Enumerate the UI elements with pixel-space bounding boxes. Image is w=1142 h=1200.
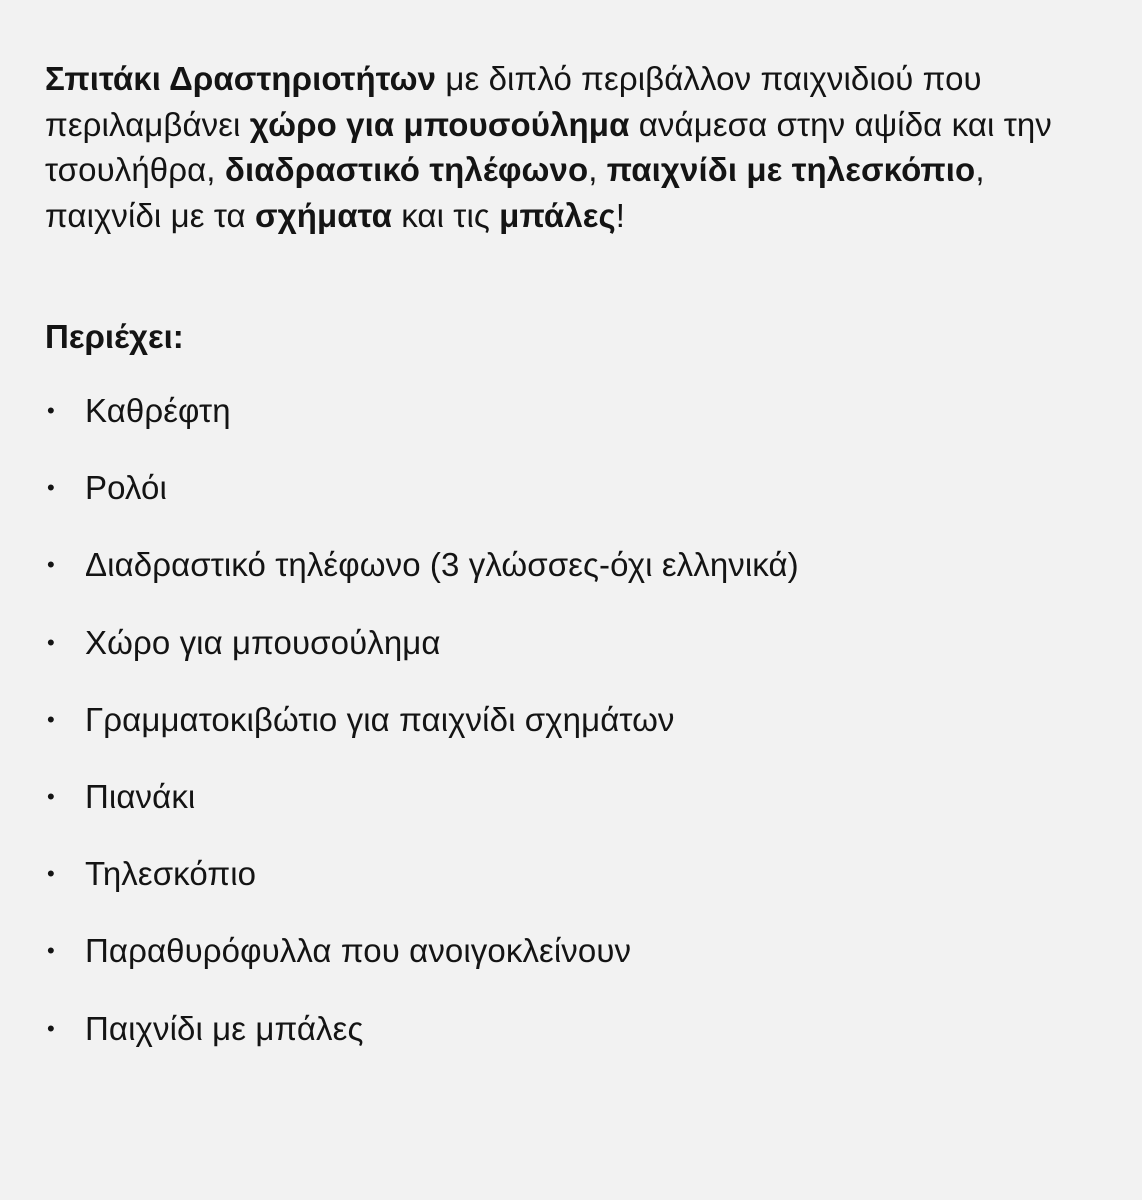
list-item [45,386,1105,463]
list-item [45,618,1105,695]
intro-text: , [588,151,607,188]
bullet-icon: • [47,475,55,501]
list-item-label: Τηλεσκόπιο [85,855,257,893]
list-item [45,772,1105,849]
bullet-icon: • [47,398,55,423]
list-item [45,926,1105,1003]
bullet-icon: • [47,1015,55,1041]
list-item [45,463,1105,540]
bullet-icon: • [47,783,55,809]
contents-list [45,386,1105,1081]
intro-text: , παιχνίδι με τα [45,151,985,234]
list-item [45,849,1105,926]
intro-bold-text: σχήματα [254,196,392,234]
intro-bold-text: μπάλες [499,196,616,234]
list-item-label: Γραμματοκιβώτιο για παιχνίδι σχημάτων [85,700,675,738]
list-item [45,695,1105,772]
list-item-label: Καθρέφτη [85,392,231,429]
intro-text: ανάμεσα στην αψίδα και την τσουλήθρα, [45,105,1052,188]
intro-text: ! [615,196,626,234]
intro-text: με διπλό περιβάλλον παιχνιδιού που περιλαμβάνει [45,60,982,143]
bullet-icon: • [47,938,55,964]
bullet-icon: • [47,706,55,732]
intro-paragraph [45,56,1105,238]
intro-text: και τις [391,196,500,234]
intro-bold-text: χώρο για μπουσούλημα [249,105,630,143]
list-item-label: Παιχνίδι με μπάλες [85,1009,364,1047]
list-item-label: Ρολόι [85,469,167,507]
intro-bold-text: Σπιτάκι Δραστηριοτήτων [45,60,437,97]
list-item [45,1004,1105,1081]
intro-bold-text: παιχνίδι με τηλεσκόπιο [606,151,976,188]
bullet-icon: • [47,861,55,887]
list-item-label: Παραθυρόφυλλα που ανοιγοκλείνουν [85,932,632,970]
list-item [45,540,1105,617]
contents-heading: Περιέχει: [45,318,184,355]
list-item-label: Πιανάκι [85,777,196,815]
list-item-label: Διαδραστικό τηλέφωνο (3 γλώσσες-όχι ελληνικά) [85,546,799,584]
product-description [45,56,1105,1081]
list-item-label: Χώρο για μπουσούλημα [85,623,441,661]
bullet-icon: • [47,552,55,578]
bullet-icon: • [47,629,55,655]
intro-bold-text: διαδραστικό τηλέφωνο [224,151,589,188]
